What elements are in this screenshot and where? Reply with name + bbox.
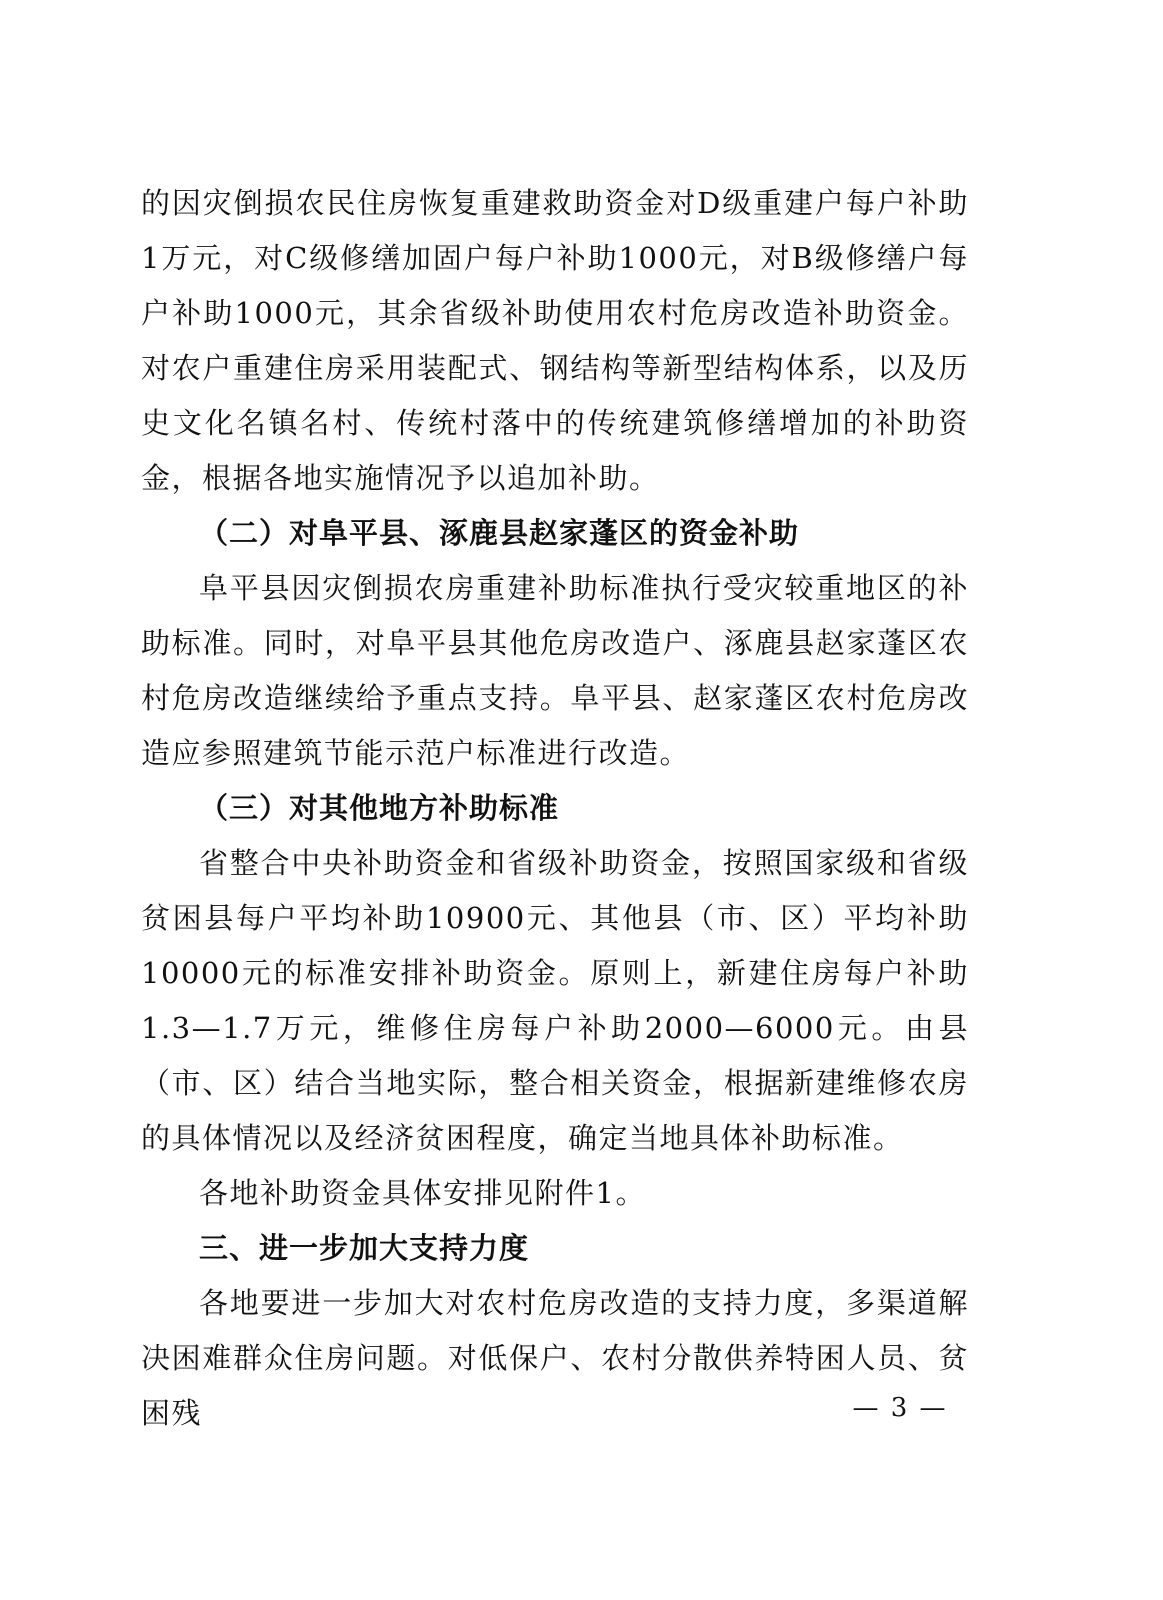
subheading-fuping-zhuolu: （二）对阜平县、涿鹿县赵家蓬区的资金补助 (199, 516, 800, 550)
subheading-other-regions: （三）对其他地方补助标准 (199, 791, 560, 825)
paragraph-attachment-note: 各地补助资金具体安排见附件1。 (199, 1176, 646, 1210)
paragraph-support: 各地要进一步加大对农村危房改造的支持力度，多渠道解决困难群众住房问题。对低保户、农村分散供养特困人员、贫困残 (141, 1286, 969, 1430)
paragraph-fuping-zhuolu: 阜平县因灾倒损农房重建补助标准执行受灾较重地区的补助标准。同时，对阜平县其他危房改造户、涿鹿县赵家蓬区农村危房改造继续给予重点支持。阜平县、赵家蓬区农村危房改造应参照建筑节能示范户标准进行改造。 (141, 571, 969, 770)
section-heading-support: 三、进一步加大支持力度 (199, 1231, 530, 1265)
paragraph-subsidy-standards: 的因灾倒损农民住房恢复重建救助资金对D级重建户每户补助1万元，对C级修缮加固户每户补助1000元，对B级修缮户每户补助1000元，其余省级补助使用农村危房改造补助资金。对农户重建住房采用装配式、钢结构等新型结构体系，以及历史文化名镇名村、传统村落中的传统建筑修缮增加的补助资金，根据各地实施情况予以追加补助。 (141, 186, 969, 495)
document-body (141, 176, 969, 1441)
page-number: — 3 — (852, 1393, 948, 1423)
paragraph-other-regions: 省整合中央补助资金和省级补助资金，按照国家级和省级贫困县每户平均补助10900元、其他县（市、区）平均补助10000元的标准安排补助资金。原则上，新建住房每户补助1.3—1.7万元，维修住房每户补助2000—6000元。由县（市、区）结合当地实际，整合相关资金，根据新建维修农房的具体情况以及经济贫困程度，确定当地具体补助标准。 (141, 846, 969, 1155)
